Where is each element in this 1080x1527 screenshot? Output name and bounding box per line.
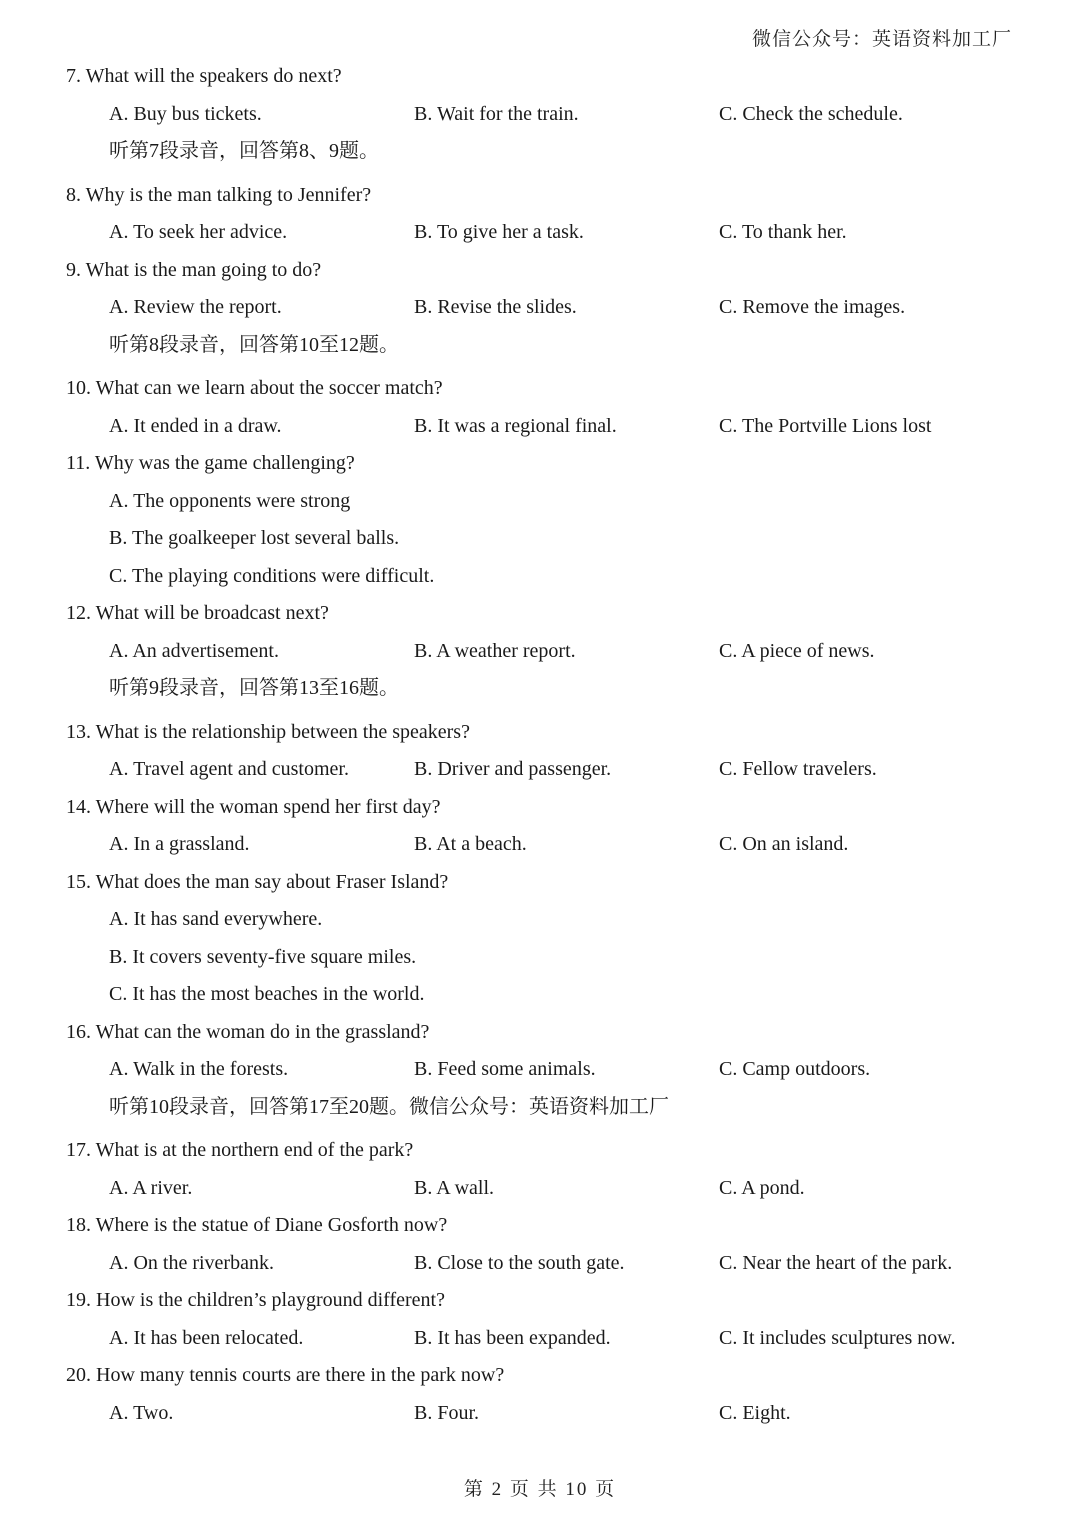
option-c: C. Near the heart of the park. (719, 1251, 953, 1274)
options-18 (66, 1245, 1026, 1283)
section-instruction-10: 听第10段录音，回答第17至20题。微信公众号：英语资料加工厂 (109, 1095, 669, 1118)
option-a: A. On the riverbank. (109, 1251, 274, 1274)
option-b: B. It has been expanded. (414, 1326, 611, 1349)
section-instruction-8: 听第8段录音，回答第10至12题。 (109, 333, 399, 356)
option-b: B. To give her a task. (414, 221, 584, 243)
option-a: A. Two. (109, 1401, 174, 1424)
question-14: 14. Where will the woman spend her first day? (66, 795, 441, 818)
question-list (66, 58, 1026, 1432)
question-8: 8. Why is the man talking to Jennifer? (66, 183, 372, 206)
option-b: B. Driver and passenger. (414, 758, 612, 780)
option-c: C. It has the most beaches in the world. (109, 983, 425, 1005)
question-17: 17. What is at the northern end of the park? (66, 1139, 414, 1161)
option-c: C. Fellow travelers. (719, 758, 877, 780)
option-a: A. The opponents were strong (109, 489, 351, 512)
option-b: B. A wall. (414, 1176, 495, 1199)
option-a: A. Buy bus tickets. (109, 102, 262, 125)
options-14 (66, 826, 1026, 864)
option-c: C. To thank her. (719, 221, 847, 243)
option-c: C. Check the schedule. (719, 102, 903, 125)
option-c: C. A piece of news. (719, 639, 875, 662)
option-b: B. The goalkeeper lost several balls. (109, 527, 400, 549)
option-a: A. Review the report. (109, 296, 282, 318)
option-b: B. Close to the south gate. (414, 1251, 625, 1274)
option-a: A. It has been relocated. (109, 1326, 304, 1349)
options-17 (66, 1170, 1026, 1208)
option-c: C. A pond. (719, 1176, 805, 1199)
option-c: C. Camp outdoors. (719, 1058, 871, 1080)
question-15: 15. What does the man say about Fraser Island? (66, 870, 449, 893)
question-11: 11. Why was the game challenging? (66, 452, 355, 474)
option-c: C. Remove the images. (719, 296, 906, 318)
section-instruction-7: 听第7段录音，回答第8、9题。 (109, 140, 379, 162)
page-number-footer: 第 2 页 共 10 页 (463, 1479, 617, 1500)
options-8 (66, 214, 1026, 252)
option-b: B. Feed some animals. (414, 1058, 596, 1080)
option-b: B. Wait for the train. (414, 102, 579, 125)
option-b: B. It was a regional final. (414, 414, 617, 437)
option-b: B. At a beach. (414, 833, 527, 855)
option-b: B. It covers seventy-five square miles. (109, 945, 417, 968)
option-c: C. It includes sculptures now. (719, 1326, 956, 1349)
section-instruction-9: 听第9段录音，回答第13至16题。 (109, 677, 399, 699)
option-a: A. In a grassland. (109, 833, 250, 855)
options-7 (66, 96, 1026, 134)
option-a: A. To seek her advice. (109, 221, 288, 243)
question-20: 20. How many tennis courts are there in the park now? (66, 1364, 505, 1386)
page-header-watermark: 微信公众号：英语资料加工厂 (751, 29, 1012, 50)
question-7: 7. What will the speakers do next? (66, 65, 342, 87)
option-c: C. The playing conditions were difficult. (109, 564, 435, 587)
option-c: C. The Portville Lions lost (719, 414, 932, 437)
option-a: A. Walk in the forests. (109, 1058, 289, 1080)
question-19: 19. How is the children’s playground different? (66, 1289, 445, 1311)
option-a: A. A river. (109, 1176, 193, 1199)
question-16: 16. What can the woman do in the grassland? (66, 1020, 430, 1043)
options-19 (66, 1320, 1026, 1358)
option-c: C. On an island. (719, 833, 849, 855)
option-c: C. Eight. (719, 1401, 791, 1424)
option-b: B. Four. (414, 1401, 480, 1424)
option-b: B. A weather report. (414, 639, 576, 662)
option-a: A. Travel agent and customer. (109, 758, 349, 780)
options-13 (66, 751, 1026, 789)
question-18: 18. Where is the statue of Diane Gosforth now? (66, 1214, 448, 1236)
options-12 (66, 633, 1026, 671)
options-9 (66, 289, 1026, 327)
question-13: 13. What is the relationship between the speakers? (66, 720, 470, 743)
options-20 (66, 1395, 1026, 1433)
option-a: A. An advertisement. (109, 639, 279, 662)
question-12: 12. What will be broadcast next? (66, 602, 329, 624)
question-10: 10. What can we learn about the soccer match? (66, 377, 443, 399)
options-16 (66, 1051, 1026, 1089)
option-a: A. It has sand everywhere. (109, 908, 323, 930)
options-10 (66, 408, 1026, 446)
option-a: A. It ended in a draw. (109, 414, 282, 437)
question-9: 9. What is the man going to do? (66, 258, 322, 281)
option-b: B. Revise the slides. (414, 296, 577, 318)
